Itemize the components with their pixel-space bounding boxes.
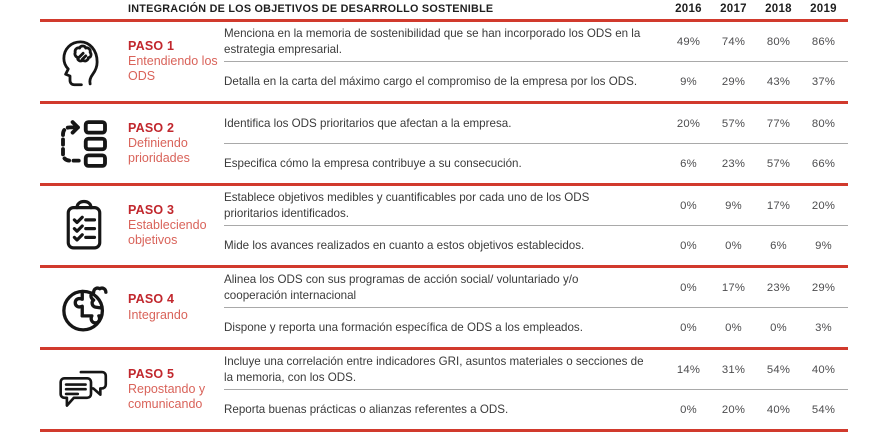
value-2016: 0% bbox=[680, 239, 697, 252]
row-values bbox=[666, 282, 848, 294]
paso-number: PASO 3 bbox=[128, 202, 175, 217]
indicator-text: Alinea los ODS con sus programas de acción social/ voluntariado y/o cooperación internacional bbox=[224, 273, 579, 302]
value-2016: 49% bbox=[676, 35, 701, 48]
step-rows bbox=[224, 186, 848, 265]
paso-subtitle: Estableciendo objetivos bbox=[128, 217, 207, 248]
indicator-text: Identifica los ODS prioritarios que afectan a la empresa. bbox=[224, 116, 512, 130]
indicator-text: Establece objetivos medibles y cuantificables por cada uno de los ODS prioritarios identificados. bbox=[224, 191, 590, 220]
table-header-row bbox=[40, 0, 848, 22]
row-values bbox=[666, 322, 848, 334]
value-2019: 20% bbox=[811, 199, 836, 212]
value-2017: 23% bbox=[721, 157, 746, 170]
row-values bbox=[666, 240, 848, 252]
checklist-clipboard-icon bbox=[40, 186, 128, 265]
paso-subtitle: Definiendo prioridades bbox=[128, 135, 190, 166]
paso-subtitle: Repostando y comunicando bbox=[128, 381, 206, 412]
value-2017: 31% bbox=[721, 363, 746, 376]
value-2018: 43% bbox=[766, 75, 791, 88]
year-header-2018: 2018 bbox=[765, 3, 792, 15]
step-label-1 bbox=[128, 22, 224, 101]
step-label-3 bbox=[128, 186, 224, 265]
row-values bbox=[666, 404, 848, 416]
row-values bbox=[666, 118, 848, 130]
table-title: INTEGRACIÓN DE LOS OBJETIVOS DE DESARROLLO SOSTENIBLE bbox=[128, 3, 494, 15]
value-2016: 0% bbox=[680, 321, 697, 334]
value-2017: 29% bbox=[721, 75, 746, 88]
indicator-text: Detalla en la carta del máximo cargo el compromiso de la empresa por los ODS. bbox=[224, 74, 638, 88]
table-row bbox=[224, 268, 848, 307]
indicator-text: Reporta buenas prácticas o alianzas referentes a ODS. bbox=[224, 402, 509, 416]
value-2016: 0% bbox=[680, 199, 697, 212]
value-2019: 40% bbox=[811, 363, 836, 376]
value-2017: 0% bbox=[725, 321, 742, 334]
value-2018: 6% bbox=[770, 239, 787, 252]
year-columns bbox=[666, 3, 848, 15]
value-2016: 9% bbox=[680, 75, 697, 88]
paso-number: PASO 5 bbox=[128, 366, 175, 381]
indicator-text: Especifica cómo la empresa contribuye a su consecución. bbox=[224, 156, 522, 170]
step-label-4 bbox=[128, 268, 224, 347]
table-row bbox=[224, 61, 848, 101]
value-2018: 80% bbox=[766, 35, 791, 48]
head-brain-icon bbox=[40, 22, 128, 101]
table-row bbox=[224, 143, 848, 183]
value-2016: 0% bbox=[680, 403, 697, 416]
table-row bbox=[224, 225, 848, 265]
step-rows bbox=[224, 350, 848, 429]
value-2019: 29% bbox=[811, 281, 836, 294]
step-block-2 bbox=[40, 104, 848, 186]
paso-number: PASO 4 bbox=[128, 292, 175, 307]
indicator-text: Menciona en la memoria de sostenibilidad que se han incorporado los ODS en la estrategia empresarial. bbox=[224, 27, 641, 56]
step-rows bbox=[224, 22, 848, 101]
value-2018: 40% bbox=[766, 403, 791, 416]
indicator-text: Dispone y reporta una formación específica de ODS a los empleados. bbox=[224, 320, 583, 334]
value-2017: 57% bbox=[721, 117, 746, 130]
step-label-5 bbox=[128, 350, 224, 429]
table-row bbox=[224, 104, 848, 143]
row-values bbox=[666, 158, 848, 170]
paso-number: PASO 1 bbox=[128, 38, 175, 53]
value-2018: 77% bbox=[766, 117, 791, 130]
value-2016: 14% bbox=[676, 363, 701, 376]
indicator-text: Incluye una correlación entre indicadores GRI, asuntos materiales o secciones de la memoria, con los ODS. bbox=[224, 355, 644, 384]
table-row bbox=[224, 389, 848, 429]
step-rows bbox=[224, 104, 848, 183]
chat-bubbles-icon bbox=[40, 350, 128, 429]
paso-number: PASO 2 bbox=[128, 120, 175, 135]
row-values bbox=[666, 76, 848, 88]
puzzle-globe-icon bbox=[40, 268, 128, 347]
value-2017: 20% bbox=[721, 403, 746, 416]
table-row bbox=[224, 307, 848, 347]
paso-subtitle: Integrando bbox=[128, 307, 188, 322]
value-2018: 0% bbox=[770, 321, 787, 334]
step-rows bbox=[224, 268, 848, 347]
value-2019: 66% bbox=[811, 157, 836, 170]
row-values bbox=[666, 36, 848, 48]
value-2019: 3% bbox=[815, 321, 832, 334]
value-2017: 9% bbox=[725, 199, 742, 212]
flowchart-icon bbox=[40, 104, 128, 183]
value-2019: 54% bbox=[811, 403, 836, 416]
value-2017: 17% bbox=[721, 281, 746, 294]
step-block-3 bbox=[40, 186, 848, 268]
step-block-1 bbox=[40, 22, 848, 104]
value-2017: 74% bbox=[721, 35, 746, 48]
table-row bbox=[224, 350, 848, 389]
value-2019: 9% bbox=[815, 239, 832, 252]
value-2016: 20% bbox=[676, 117, 701, 130]
step-block-4 bbox=[40, 268, 848, 350]
value-2019: 80% bbox=[811, 117, 836, 130]
sdg-integration-table bbox=[40, 0, 848, 432]
year-header-2017: 2017 bbox=[720, 3, 747, 15]
value-2017: 0% bbox=[725, 239, 742, 252]
paso-subtitle: Entendiendo los ODS bbox=[128, 53, 218, 84]
value-2019: 37% bbox=[811, 75, 836, 88]
table-row bbox=[224, 22, 848, 61]
value-2016: 6% bbox=[680, 157, 697, 170]
value-2018: 23% bbox=[766, 281, 791, 294]
step-label-2 bbox=[128, 104, 224, 183]
value-2018: 17% bbox=[766, 199, 791, 212]
step-block-5 bbox=[40, 350, 848, 432]
year-header-2019: 2019 bbox=[810, 3, 837, 15]
indicator-text: Mide los avances realizados en cuanto a estos objetivos establecidos. bbox=[224, 238, 585, 252]
value-2016: 0% bbox=[680, 281, 697, 294]
value-2019: 86% bbox=[811, 35, 836, 48]
value-2018: 57% bbox=[766, 157, 791, 170]
row-values bbox=[666, 200, 848, 212]
year-header-2016: 2016 bbox=[675, 3, 702, 15]
row-values bbox=[666, 364, 848, 376]
value-2018: 54% bbox=[766, 363, 791, 376]
table-row bbox=[224, 186, 848, 225]
